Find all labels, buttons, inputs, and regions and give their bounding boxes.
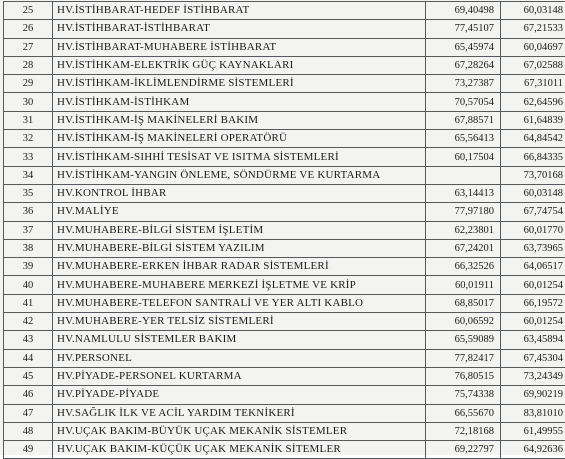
score-1-cell: 77,82417 xyxy=(426,349,501,367)
specialty-name-cell: HV.İSTİHKAM-İKLİMLENDİRME SİSTEMLERİ xyxy=(53,75,426,93)
score-2-cell: 83,81010 xyxy=(501,404,565,422)
score-1-cell: 60,06592 xyxy=(426,313,501,331)
score-2-cell: 60,01770 xyxy=(501,221,565,239)
row-number-cell: 31 xyxy=(4,111,53,129)
score-2-cell: 64,06517 xyxy=(501,258,565,276)
row-number-cell: 26 xyxy=(4,20,53,38)
row-number-cell: 29 xyxy=(4,75,53,93)
score-1-cell: 66,55670 xyxy=(426,404,501,422)
score-1-cell: 75,74338 xyxy=(426,386,501,404)
specialty-name-cell: HV.NAMLULU SİSTEMLER BAKIM xyxy=(53,331,426,349)
table-row xyxy=(4,2,565,20)
row-number-cell: 36 xyxy=(4,203,53,221)
specialty-name-cell: HV.MUHABERE-BİLGİ SİSTEM YAZILIM xyxy=(53,239,426,257)
row-number-cell: 47 xyxy=(4,404,53,422)
score-table xyxy=(3,1,565,459)
table-row xyxy=(4,294,565,312)
score-1-cell: 67,28264 xyxy=(426,56,501,74)
score-1-cell xyxy=(426,166,501,184)
score-2-cell: 60,03148 xyxy=(501,2,565,20)
row-number-cell: 42 xyxy=(4,313,53,331)
row-number-cell: 30 xyxy=(4,93,53,111)
score-1-cell: 69,22797 xyxy=(426,441,501,459)
table-row xyxy=(4,258,565,276)
score-2-cell: 60,01254 xyxy=(501,276,565,294)
score-2-cell: 63,45894 xyxy=(501,331,565,349)
table-row xyxy=(4,184,565,202)
specialty-name-cell: HV.KONTROL İHBAR xyxy=(53,184,426,202)
score-2-cell: 66,19572 xyxy=(501,294,565,312)
score-1-cell: 67,24201 xyxy=(426,239,501,257)
score-1-cell: 60,01911 xyxy=(426,276,501,294)
table-row xyxy=(4,404,565,422)
score-1-cell: 70,57054 xyxy=(426,93,501,111)
table-body xyxy=(4,2,565,459)
score-1-cell: 76,80515 xyxy=(426,367,501,385)
score-2-cell: 61,49955 xyxy=(501,422,565,440)
specialty-name-cell: HV.İSTİHKAM-YANGIN ÖNLEME, SÖNDÜRME VE KURTARMA xyxy=(53,166,426,184)
score-1-cell: 63,14413 xyxy=(426,184,501,202)
row-number-cell: 37 xyxy=(4,221,53,239)
table-row xyxy=(4,56,565,74)
row-number-cell: 45 xyxy=(4,367,53,385)
table-row xyxy=(4,38,565,56)
specialty-name-cell: HV.UÇAK BAKIM-KÜÇÜK UÇAK MEKANİK SİTEMLER xyxy=(53,441,426,459)
table-row xyxy=(4,111,565,129)
row-number-cell: 25 xyxy=(4,2,53,20)
specialty-name-cell: HV.İSTİHKAM-İŞ MAKİNELERİ OPERATÖRÜ xyxy=(53,130,426,148)
score-1-cell: 68,85017 xyxy=(426,294,501,312)
specialty-name-cell: HV.PERSONEL xyxy=(53,349,426,367)
row-number-cell: 32 xyxy=(4,130,53,148)
table-row xyxy=(4,166,565,184)
score-1-cell: 67,88571 xyxy=(426,111,501,129)
score-2-cell: 67,21533 xyxy=(501,20,565,38)
table-row xyxy=(4,75,565,93)
row-number-cell: 46 xyxy=(4,386,53,404)
specialty-name-cell: HV.MUHABERE-BİLGİ SİSTEM İŞLETİM xyxy=(53,221,426,239)
row-number-cell: 28 xyxy=(4,56,53,74)
table-row xyxy=(4,203,565,221)
score-2-cell: 60,01254 xyxy=(501,313,565,331)
score-2-cell: 62,64596 xyxy=(501,93,565,111)
specialty-name-cell: HV.İSTİHKAM-İŞ MAKİNELERİ BAKIM xyxy=(53,111,426,129)
specialty-name-cell: HV.MUHABERE-YER TELSİZ SİSTEMLERİ xyxy=(53,313,426,331)
table-row xyxy=(4,93,565,111)
table-row xyxy=(4,239,565,257)
table-row xyxy=(4,20,565,38)
score-2-cell: 67,45304 xyxy=(501,349,565,367)
row-number-cell: 44 xyxy=(4,349,53,367)
specialty-name-cell: HV.SAĞLIK İLK VE ACİL YARDIM TEKNİKERİ xyxy=(53,404,426,422)
score-2-cell: 69,90219 xyxy=(501,386,565,404)
score-2-cell: 67,02588 xyxy=(501,56,565,74)
specialty-name-cell: HV.İSTİHKAM-ELEKTRİK GÜÇ KAYNAKLARI xyxy=(53,56,426,74)
specialty-name-cell: HV.MALİYE xyxy=(53,203,426,221)
row-number-cell: 39 xyxy=(4,258,53,276)
score-2-cell: 60,04697 xyxy=(501,38,565,56)
specialty-name-cell: HV.İSTİHKAM-SIHHİ TESİSAT VE ISITMA SİSTEMLERİ xyxy=(53,148,426,166)
score-1-cell: 65,45974 xyxy=(426,38,501,56)
score-2-cell: 64,92636 xyxy=(501,441,565,459)
score-1-cell: 73,27387 xyxy=(426,75,501,93)
score-2-cell: 63,73965 xyxy=(501,239,565,257)
specialty-name-cell: HV.İSTİHBARAT-MUHABERE İSTİHBARAT xyxy=(53,38,426,56)
table-row xyxy=(4,422,565,440)
score-1-cell: 60,17504 xyxy=(426,148,501,166)
table-row xyxy=(4,331,565,349)
specialty-name-cell: HV.İSTİHBARAT-HEDEF İSTİHBARAT xyxy=(53,2,426,20)
score-2-cell: 66,84335 xyxy=(501,148,565,166)
specialty-name-cell: HV.PİYADE-PERSONEL KURTARMA xyxy=(53,367,426,385)
table-row xyxy=(4,367,565,385)
score-1-cell: 77,45107 xyxy=(426,20,501,38)
score-2-cell: 67,31011 xyxy=(501,75,565,93)
specialty-name-cell: HV.UÇAK BAKIM-BÜYÜK UÇAK MEKANİK SİSTEMLER xyxy=(53,422,426,440)
table-row xyxy=(4,313,565,331)
score-2-cell: 67,74754 xyxy=(501,203,565,221)
specialty-name-cell: HV.MUHABERE-TELEFON SANTRALİ VE YER ALTI KABLO xyxy=(53,294,426,312)
score-1-cell: 66,32526 xyxy=(426,258,501,276)
row-number-cell: 49 xyxy=(4,441,53,459)
table-row xyxy=(4,148,565,166)
row-number-cell: 38 xyxy=(4,239,53,257)
table-row xyxy=(4,276,565,294)
row-number-cell: 48 xyxy=(4,422,53,440)
specialty-name-cell: HV.İSTİHKAM-İSTİHKAM xyxy=(53,93,426,111)
table-row xyxy=(4,441,565,459)
score-2-cell: 64,84542 xyxy=(501,130,565,148)
score-1-cell: 72,18168 xyxy=(426,422,501,440)
score-1-cell: 65,56413 xyxy=(426,130,501,148)
specialty-name-cell: HV.MUHABERE-ERKEN İHBAR RADAR SİSTEMLERİ xyxy=(53,258,426,276)
row-number-cell: 43 xyxy=(4,331,53,349)
table-row xyxy=(4,130,565,148)
row-number-cell: 35 xyxy=(4,184,53,202)
score-1-cell: 65,59089 xyxy=(426,331,501,349)
score-1-cell: 77,97180 xyxy=(426,203,501,221)
specialty-name-cell: HV.İSTİHBARAT-İSTİHBARAT xyxy=(53,20,426,38)
table-row xyxy=(4,386,565,404)
row-number-cell: 33 xyxy=(4,148,53,166)
score-1-cell: 62,23801 xyxy=(426,221,501,239)
specialty-name-cell: HV.MUHABERE-MUHABERE MERKEZİ İŞLETME VE KRİP xyxy=(53,276,426,294)
row-number-cell: 40 xyxy=(4,276,53,294)
score-2-cell: 61,64839 xyxy=(501,111,565,129)
table-row xyxy=(4,221,565,239)
row-number-cell: 41 xyxy=(4,294,53,312)
row-number-cell: 34 xyxy=(4,166,53,184)
specialty-name-cell: HV.PİYADE-PİYADE xyxy=(53,386,426,404)
score-2-cell: 73,24349 xyxy=(501,367,565,385)
score-2-cell: 60,03148 xyxy=(501,184,565,202)
score-1-cell: 69,40498 xyxy=(426,2,501,20)
score-2-cell: 73,70168 xyxy=(501,166,565,184)
row-number-cell: 27 xyxy=(4,38,53,56)
table-row xyxy=(4,349,565,367)
